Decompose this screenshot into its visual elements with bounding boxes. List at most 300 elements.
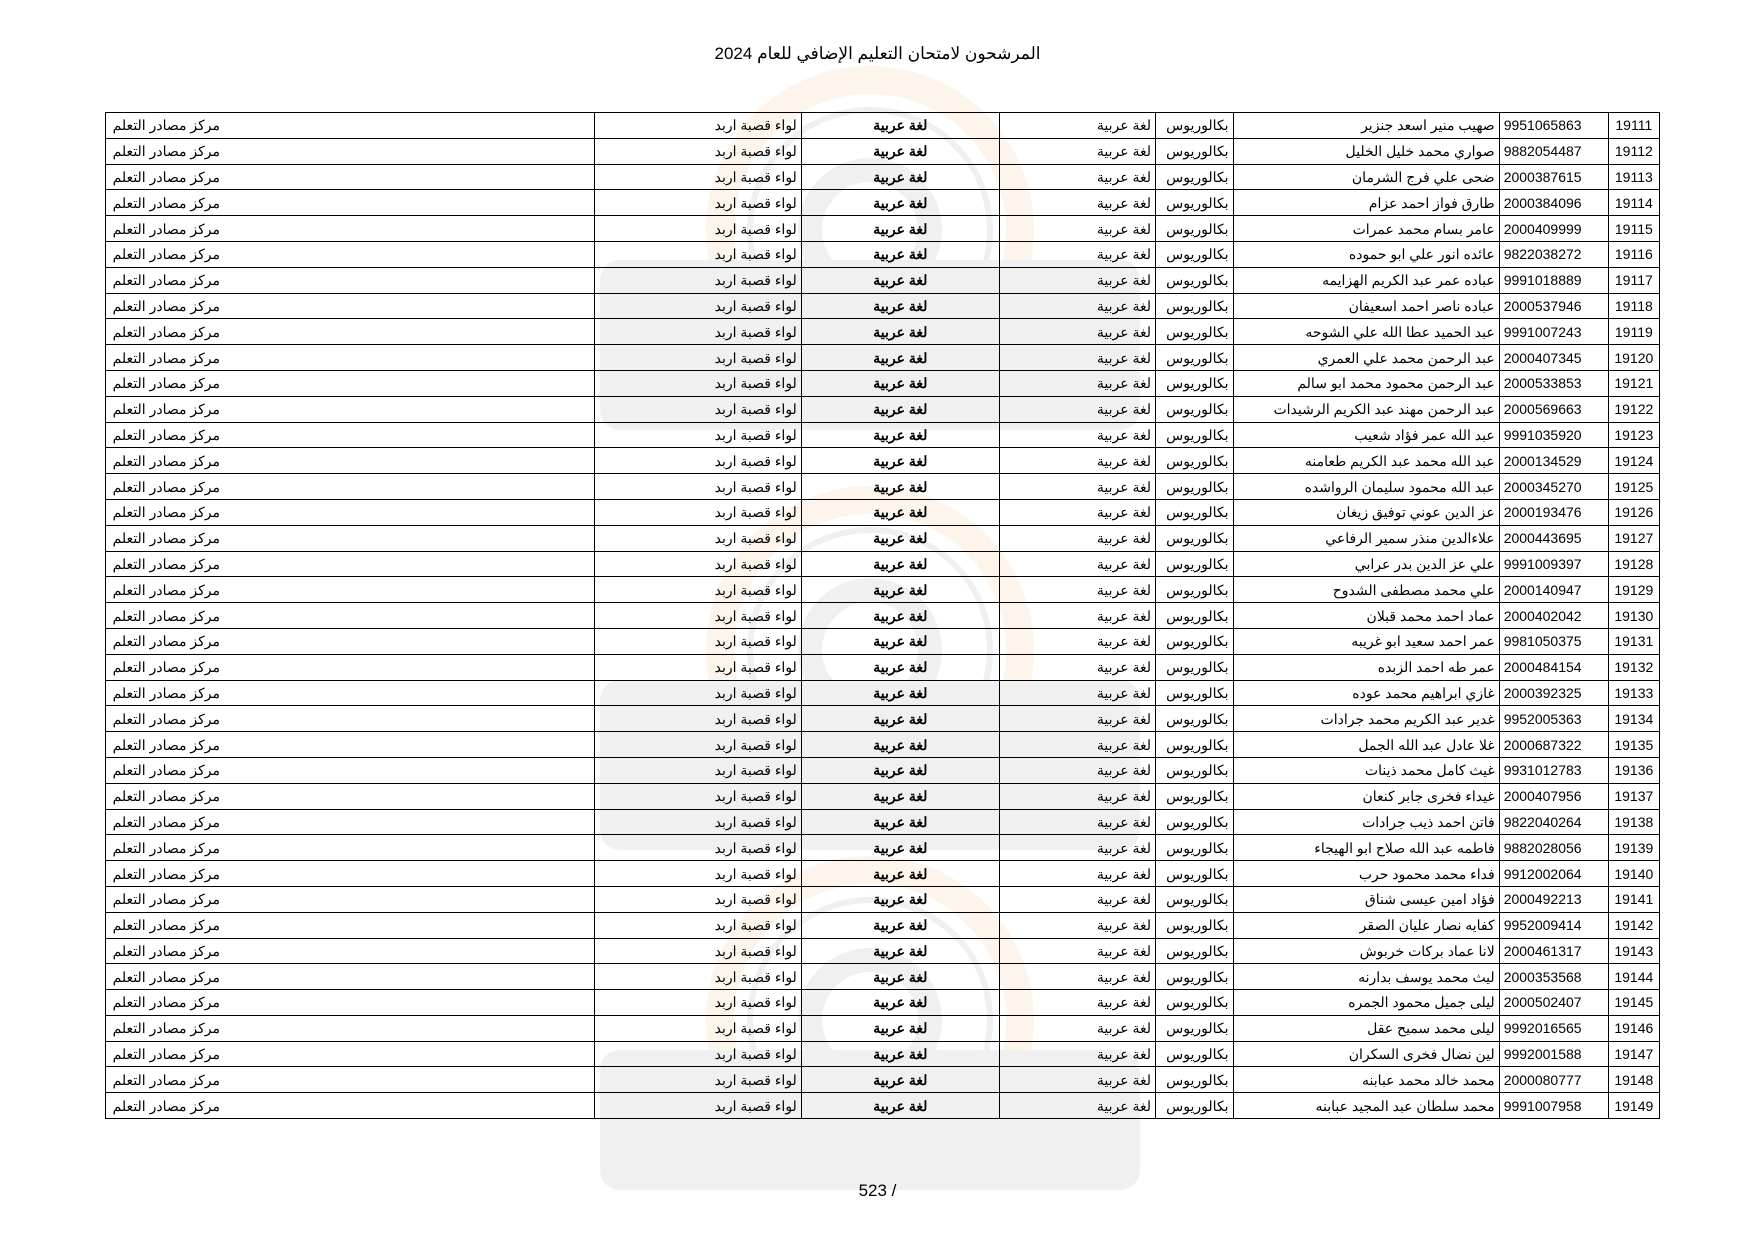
cell-subject: لغة عربية [801, 757, 999, 783]
exam-center-label: مركز مصادر التعلم [112, 581, 220, 598]
cell-national-id: 9992016565 [1499, 1015, 1608, 1041]
cell-national-id: 9822040264 [1499, 809, 1608, 835]
cell-name: عائده انور علي ابو حموده [1233, 241, 1499, 267]
cell-name: ضحى علي فرج الشرمان [1233, 164, 1499, 190]
table-row [106, 241, 1660, 267]
cell-name: غلا عادل عبد الله الجمل [1233, 732, 1499, 758]
cell-degree: بكالوريوس [1156, 1041, 1234, 1067]
cell-national-id: 2000461317 [1499, 938, 1608, 964]
cell-national-id: 9952009414 [1499, 912, 1608, 938]
cell-district: لواء قصبة اربد [595, 190, 801, 216]
cell-district: لواء قصبة اربد [595, 370, 801, 396]
cell-national-id: 9991009397 [1499, 551, 1608, 577]
table-row [106, 757, 1660, 783]
cell-subject: لغة عربية [801, 809, 999, 835]
table-row [106, 319, 1660, 345]
cell-exam-center [106, 577, 595, 603]
cell-seq: 19137 [1608, 783, 1659, 809]
cell-national-id: 2000193476 [1499, 499, 1608, 525]
cell-district: لواء قصبة اربد [595, 1067, 801, 1093]
cell-district: لواء قصبة اربد [595, 345, 801, 371]
cell-national-id: 2000384096 [1499, 190, 1608, 216]
exam-center-label: مركز مصادر التعلم [112, 349, 220, 366]
table-row [106, 938, 1660, 964]
table-row [106, 835, 1660, 861]
cell-national-id: 9952005363 [1499, 706, 1608, 732]
cell-name: ليلى جميل محمود الجمره [1233, 990, 1499, 1016]
cell-name: عبد الله عمر فؤاد شعيب [1233, 422, 1499, 448]
cell-seq: 19132 [1608, 654, 1659, 680]
cell-subject: لغة عربية [801, 293, 999, 319]
cell-degree: بكالوريوس [1156, 448, 1234, 474]
cell-national-id: 2000345270 [1499, 474, 1608, 500]
cell-subject: لغة عربية [801, 1067, 999, 1093]
exam-center-label: مركز مصادر التعلم [112, 968, 220, 985]
cell-district: لواء قصبة اربد [595, 551, 801, 577]
cell-name: محمد خالد محمد عبابنه [1233, 1067, 1499, 1093]
cell-seq: 19129 [1608, 577, 1659, 603]
cell-district: لواء قصبة اربد [595, 396, 801, 422]
cell-major: لغة عربية [999, 422, 1155, 448]
cell-exam-center [106, 809, 595, 835]
cell-name: كفايه نصار عليان الصقر [1233, 912, 1499, 938]
cell-name: صواري محمد خليل الخليل [1233, 138, 1499, 164]
cell-name: فؤاد امين عيسى شناق [1233, 886, 1499, 912]
cell-seq: 19123 [1608, 422, 1659, 448]
exam-center-label: مركز مصادر التعلم [112, 684, 220, 701]
exam-center-label: مركز مصادر التعلم [112, 710, 220, 727]
exam-center-label: مركز مصادر التعلم [112, 143, 220, 160]
table-row [106, 732, 1660, 758]
cell-name: فداء محمد محمود حرب [1233, 861, 1499, 887]
cell-district: لواء قصبة اربد [595, 1041, 801, 1067]
cell-exam-center [106, 474, 595, 500]
cell-seq: 19147 [1608, 1041, 1659, 1067]
cell-exam-center [106, 525, 595, 551]
cell-exam-center [106, 783, 595, 809]
cell-national-id: 2000387615 [1499, 164, 1608, 190]
cell-degree: بكالوريوس [1156, 990, 1234, 1016]
cell-degree: بكالوريوس [1156, 293, 1234, 319]
cell-subject: لغة عربية [801, 525, 999, 551]
cell-national-id: 9912002064 [1499, 861, 1608, 887]
cell-seq: 19148 [1608, 1067, 1659, 1093]
cell-degree: بكالوريوس [1156, 525, 1234, 551]
cell-name: ليث محمد يوسف بدارنه [1233, 964, 1499, 990]
cell-seq: 19114 [1608, 190, 1659, 216]
cell-exam-center [106, 293, 595, 319]
cell-national-id: 9991018889 [1499, 267, 1608, 293]
cell-name: غدير عبد الكريم محمد جرادات [1233, 706, 1499, 732]
table-row [106, 706, 1660, 732]
cell-major: لغة عربية [999, 861, 1155, 887]
cell-seq: 19124 [1608, 448, 1659, 474]
cell-seq: 19117 [1608, 267, 1659, 293]
cell-exam-center [106, 319, 595, 345]
cell-degree: بكالوريوس [1156, 835, 1234, 861]
cell-district: لواء قصبة اربد [595, 422, 801, 448]
cell-national-id: 9991007243 [1499, 319, 1608, 345]
candidates-table-body [106, 113, 1660, 1119]
cell-major: لغة عربية [999, 1067, 1155, 1093]
cell-district: لواء قصبة اربد [595, 990, 801, 1016]
cell-seq: 19149 [1608, 1093, 1659, 1119]
exam-center-label: مركز مصادر التعلم [112, 917, 220, 934]
cell-exam-center [106, 345, 595, 371]
cell-district: لواء قصبة اربد [595, 267, 801, 293]
cell-subject: لغة عربية [801, 654, 999, 680]
cell-exam-center [106, 1041, 595, 1067]
cell-subject: لغة عربية [801, 1015, 999, 1041]
cell-exam-center [106, 1093, 595, 1119]
cell-national-id: 2000533853 [1499, 370, 1608, 396]
cell-subject: لغة عربية [801, 861, 999, 887]
cell-seq: 19126 [1608, 499, 1659, 525]
cell-district: لواء قصبة اربد [595, 809, 801, 835]
cell-degree: بكالوريوس [1156, 113, 1234, 139]
cell-major: لغة عربية [999, 1015, 1155, 1041]
cell-national-id: 9931012783 [1499, 757, 1608, 783]
exam-center-label: مركز مصادر التعلم [112, 401, 220, 418]
cell-degree: بكالوريوس [1156, 577, 1234, 603]
cell-national-id: 2000569663 [1499, 396, 1608, 422]
cell-degree: بكالوريوس [1156, 499, 1234, 525]
cell-name: علاءالدين منذر سمير الرفاعي [1233, 525, 1499, 551]
cell-national-id: 9951065863 [1499, 113, 1608, 139]
cell-seq: 19122 [1608, 396, 1659, 422]
cell-national-id: 2000407345 [1499, 345, 1608, 371]
table-row [106, 525, 1660, 551]
cell-major: لغة عربية [999, 190, 1155, 216]
exam-center-label: مركز مصادر التعلم [112, 323, 220, 340]
exam-center-label: مركز مصادر التعلم [112, 1046, 220, 1063]
exam-center-label: مركز مصادر التعلم [112, 633, 220, 650]
exam-center-label: مركز مصادر التعلم [112, 555, 220, 572]
cell-major: لغة عربية [999, 319, 1155, 345]
cell-district: لواء قصبة اربد [595, 138, 801, 164]
cell-name: علي عز الدين بدر عرابي [1233, 551, 1499, 577]
cell-subject: لغة عربية [801, 1041, 999, 1067]
table-row [106, 603, 1660, 629]
cell-district: لواء قصبة اربد [595, 706, 801, 732]
cell-name: عز الدين عوني توفيق زيغان [1233, 499, 1499, 525]
cell-national-id: 2000502407 [1499, 990, 1608, 1016]
cell-subject: لغة عربية [801, 886, 999, 912]
cell-name: علي محمد مصطفى الشدوح [1233, 577, 1499, 603]
cell-degree: بكالوريوس [1156, 603, 1234, 629]
cell-degree: بكالوريوس [1156, 912, 1234, 938]
cell-degree: بكالوريوس [1156, 1093, 1234, 1119]
cell-name: لانا عماد بركات خربوش [1233, 938, 1499, 964]
cell-degree: بكالوريوس [1156, 628, 1234, 654]
cell-subject: لغة عربية [801, 474, 999, 500]
cell-major: لغة عربية [999, 113, 1155, 139]
cell-degree: بكالوريوس [1156, 396, 1234, 422]
cell-major: لغة عربية [999, 267, 1155, 293]
page-number: 523 / [858, 1181, 897, 1200]
cell-degree: بكالوريوس [1156, 474, 1234, 500]
page-title: المرشحون لامتحان التعليم الإضافي للعام 2024 [714, 44, 1041, 63]
cell-major: لغة عربية [999, 293, 1155, 319]
exam-center-label: مركز مصادر التعلم [112, 504, 220, 521]
cell-exam-center [106, 396, 595, 422]
cell-district: لواء قصبة اربد [595, 499, 801, 525]
cell-district: لواء قصبة اربد [595, 757, 801, 783]
cell-exam-center [106, 706, 595, 732]
cell-major: لغة عربية [999, 345, 1155, 371]
cell-name: ليلى محمد سميح عقل [1233, 1015, 1499, 1041]
cell-national-id: 2000134529 [1499, 448, 1608, 474]
cell-national-id: 2000443695 [1499, 525, 1608, 551]
cell-subject: لغة عربية [801, 577, 999, 603]
exam-center-label: مركز مصادر التعلم [112, 865, 220, 882]
cell-subject: لغة عربية [801, 990, 999, 1016]
cell-exam-center [106, 551, 595, 577]
cell-degree: بكالوريوس [1156, 551, 1234, 577]
cell-subject: لغة عربية [801, 628, 999, 654]
cell-major: لغة عربية [999, 603, 1155, 629]
table-row [106, 886, 1660, 912]
cell-national-id: 2000407956 [1499, 783, 1608, 809]
cell-subject: لغة عربية [801, 190, 999, 216]
cell-degree: بكالوريوس [1156, 680, 1234, 706]
exam-center-label: مركز مصادر التعلم [112, 788, 220, 805]
cell-name: عبد الحميد عطا الله علي الشوحه [1233, 319, 1499, 345]
cell-seq: 19146 [1608, 1015, 1659, 1041]
exam-center-label: مركز مصادر التعلم [112, 762, 220, 779]
cell-name: غيث كامل محمد ذينات [1233, 757, 1499, 783]
cell-degree: بكالوريوس [1156, 886, 1234, 912]
cell-subject: لغة عربية [801, 1093, 999, 1119]
cell-district: لواء قصبة اربد [595, 1015, 801, 1041]
table-row [106, 190, 1660, 216]
table-row [106, 809, 1660, 835]
cell-national-id: 2000409999 [1499, 216, 1608, 242]
cell-district: لواء قصبة اربد [595, 835, 801, 861]
cell-seq: 19139 [1608, 835, 1659, 861]
cell-subject: لغة عربية [801, 113, 999, 139]
cell-degree: بكالوريوس [1156, 422, 1234, 448]
cell-degree: بكالوريوس [1156, 138, 1234, 164]
cell-seq: 19130 [1608, 603, 1659, 629]
cell-seq: 19136 [1608, 757, 1659, 783]
cell-district: لواء قصبة اربد [595, 525, 801, 551]
cell-major: لغة عربية [999, 499, 1155, 525]
cell-major: لغة عربية [999, 474, 1155, 500]
exam-center-label: مركز مصادر التعلم [112, 478, 220, 495]
cell-major: لغة عربية [999, 809, 1155, 835]
cell-major: لغة عربية [999, 680, 1155, 706]
exam-center-label: مركز مصادر التعلم [112, 942, 220, 959]
cell-major: لغة عربية [999, 577, 1155, 603]
cell-seq: 19135 [1608, 732, 1659, 758]
candidates-table [105, 112, 1660, 1119]
cell-degree: بكالوريوس [1156, 654, 1234, 680]
cell-exam-center [106, 164, 595, 190]
cell-seq: 19118 [1608, 293, 1659, 319]
cell-exam-center [106, 241, 595, 267]
cell-name: صهيب منير اسعد جنزير [1233, 113, 1499, 139]
cell-seq: 19125 [1608, 474, 1659, 500]
exam-center-label: مركز مصادر التعلم [112, 194, 220, 211]
cell-seq: 19115 [1608, 216, 1659, 242]
cell-district: لواء قصبة اربد [595, 216, 801, 242]
cell-exam-center [106, 138, 595, 164]
table-row [106, 861, 1660, 887]
cell-national-id: 9991007958 [1499, 1093, 1608, 1119]
cell-district: لواء قصبة اربد [595, 628, 801, 654]
table-row [106, 164, 1660, 190]
cell-major: لغة عربية [999, 216, 1155, 242]
cell-degree: بكالوريوس [1156, 319, 1234, 345]
cell-national-id: 9822038272 [1499, 241, 1608, 267]
cell-major: لغة عربية [999, 551, 1155, 577]
cell-name: عبد الرحمن محمد علي العمري [1233, 345, 1499, 371]
cell-name: لين نضال فخرى السكران [1233, 1041, 1499, 1067]
cell-national-id: 9981050375 [1499, 628, 1608, 654]
cell-district: لواء قصبة اربد [595, 1093, 801, 1119]
cell-district: لواء قصبة اربد [595, 474, 801, 500]
exam-center-label: مركز مصادر التعلم [112, 736, 220, 753]
cell-subject: لغة عربية [801, 241, 999, 267]
cell-degree: بكالوريوس [1156, 241, 1234, 267]
cell-subject: لغة عربية [801, 267, 999, 293]
cell-degree: بكالوريوس [1156, 706, 1234, 732]
cell-degree: بكالوريوس [1156, 964, 1234, 990]
exam-center-label: مركز مصادر التعلم [112, 891, 220, 908]
cell-major: لغة عربية [999, 396, 1155, 422]
cell-subject: لغة عربية [801, 706, 999, 732]
cell-national-id: 2000484154 [1499, 654, 1608, 680]
exam-center-label: مركز مصادر التعلم [112, 426, 220, 443]
table-row [106, 577, 1660, 603]
cell-subject: لغة عربية [801, 396, 999, 422]
table-row [106, 267, 1660, 293]
cell-major: لغة عربية [999, 654, 1155, 680]
cell-degree: بكالوريوس [1156, 861, 1234, 887]
cell-exam-center [106, 654, 595, 680]
exam-center-label: مركز مصادر التعلم [112, 117, 220, 134]
cell-district: لواء قصبة اربد [595, 577, 801, 603]
cell-exam-center [106, 216, 595, 242]
cell-subject: لغة عربية [801, 422, 999, 448]
cell-exam-center [106, 267, 595, 293]
table-row [106, 293, 1660, 319]
cell-exam-center [106, 448, 595, 474]
cell-exam-center [106, 912, 595, 938]
cell-seq: 19134 [1608, 706, 1659, 732]
cell-national-id: 2000353568 [1499, 964, 1608, 990]
exam-center-label: مركز مصادر التعلم [112, 375, 220, 392]
cell-name: عماد احمد محمد قبلان [1233, 603, 1499, 629]
cell-major: لغة عربية [999, 938, 1155, 964]
cell-seq: 19138 [1608, 809, 1659, 835]
cell-degree: بكالوريوس [1156, 1067, 1234, 1093]
cell-subject: لغة عربية [801, 319, 999, 345]
cell-degree: بكالوريوس [1156, 783, 1234, 809]
cell-exam-center [106, 757, 595, 783]
exam-center-label: مركز مصادر التعلم [112, 297, 220, 314]
exam-center-label: مركز مصادر التعلم [112, 659, 220, 676]
cell-subject: لغة عربية [801, 964, 999, 990]
cell-exam-center [106, 732, 595, 758]
cell-district: لواء قصبة اربد [595, 113, 801, 139]
cell-exam-center [106, 990, 595, 1016]
exam-center-label: مركز مصادر التعلم [112, 1020, 220, 1037]
exam-center-label: مركز مصادر التعلم [112, 813, 220, 830]
table-row [106, 474, 1660, 500]
cell-major: لغة عربية [999, 886, 1155, 912]
cell-national-id: 2000687322 [1499, 732, 1608, 758]
table-row [106, 113, 1660, 139]
cell-degree: بكالوريوس [1156, 757, 1234, 783]
cell-name: فاتن احمد ذيب جرادات [1233, 809, 1499, 835]
exam-center-label: مركز مصادر التعلم [112, 168, 220, 185]
cell-name: عباده ناصر احمد اسعيفان [1233, 293, 1499, 319]
cell-name: محمد سلطان عبد المجيد عبابنه [1233, 1093, 1499, 1119]
cell-degree: بكالوريوس [1156, 267, 1234, 293]
cell-seq: 19131 [1608, 628, 1659, 654]
exam-center-label: مركز مصادر التعلم [112, 452, 220, 469]
table-row [106, 964, 1660, 990]
cell-major: لغة عربية [999, 1093, 1155, 1119]
table-row [106, 783, 1660, 809]
cell-seq: 19116 [1608, 241, 1659, 267]
cell-name: عبد الله محمد عبد الكريم طعامنه [1233, 448, 1499, 474]
cell-seq: 19141 [1608, 886, 1659, 912]
cell-district: لواء قصبة اربد [595, 732, 801, 758]
cell-subject: لغة عربية [801, 783, 999, 809]
cell-exam-center [106, 190, 595, 216]
table-row [106, 216, 1660, 242]
cell-major: لغة عربية [999, 912, 1155, 938]
table-row [106, 912, 1660, 938]
table-row [106, 680, 1660, 706]
table-row [106, 1067, 1660, 1093]
cell-national-id: 9991035920 [1499, 422, 1608, 448]
cell-major: لغة عربية [999, 990, 1155, 1016]
cell-exam-center [106, 886, 595, 912]
table-row [106, 990, 1660, 1016]
cell-exam-center [106, 113, 595, 139]
cell-major: لغة عربية [999, 164, 1155, 190]
table-row [106, 138, 1660, 164]
exam-center-label: مركز مصادر التعلم [112, 1071, 220, 1088]
cell-name: طارق فواز احمد عزام [1233, 190, 1499, 216]
cell-seq: 19113 [1608, 164, 1659, 190]
cell-degree: بكالوريوس [1156, 190, 1234, 216]
cell-district: لواء قصبة اربد [595, 886, 801, 912]
cell-national-id: 2000140947 [1499, 577, 1608, 603]
cell-exam-center [106, 603, 595, 629]
cell-district: لواء قصبة اربد [595, 964, 801, 990]
cell-district: لواء قصبة اربد [595, 319, 801, 345]
cell-district: لواء قصبة اربد [595, 783, 801, 809]
cell-seq: 19128 [1608, 551, 1659, 577]
cell-subject: لغة عربية [801, 499, 999, 525]
cell-district: لواء قصبة اربد [595, 603, 801, 629]
table-row [106, 1041, 1660, 1067]
table-row [106, 1015, 1660, 1041]
cell-major: لغة عربية [999, 525, 1155, 551]
exam-center-label: مركز مصادر التعلم [112, 246, 220, 263]
cell-exam-center [106, 628, 595, 654]
cell-national-id: 2000402042 [1499, 603, 1608, 629]
cell-major: لغة عربية [999, 732, 1155, 758]
cell-subject: لغة عربية [801, 680, 999, 706]
cell-district: لواء قصبة اربد [595, 912, 801, 938]
cell-subject: لغة عربية [801, 448, 999, 474]
